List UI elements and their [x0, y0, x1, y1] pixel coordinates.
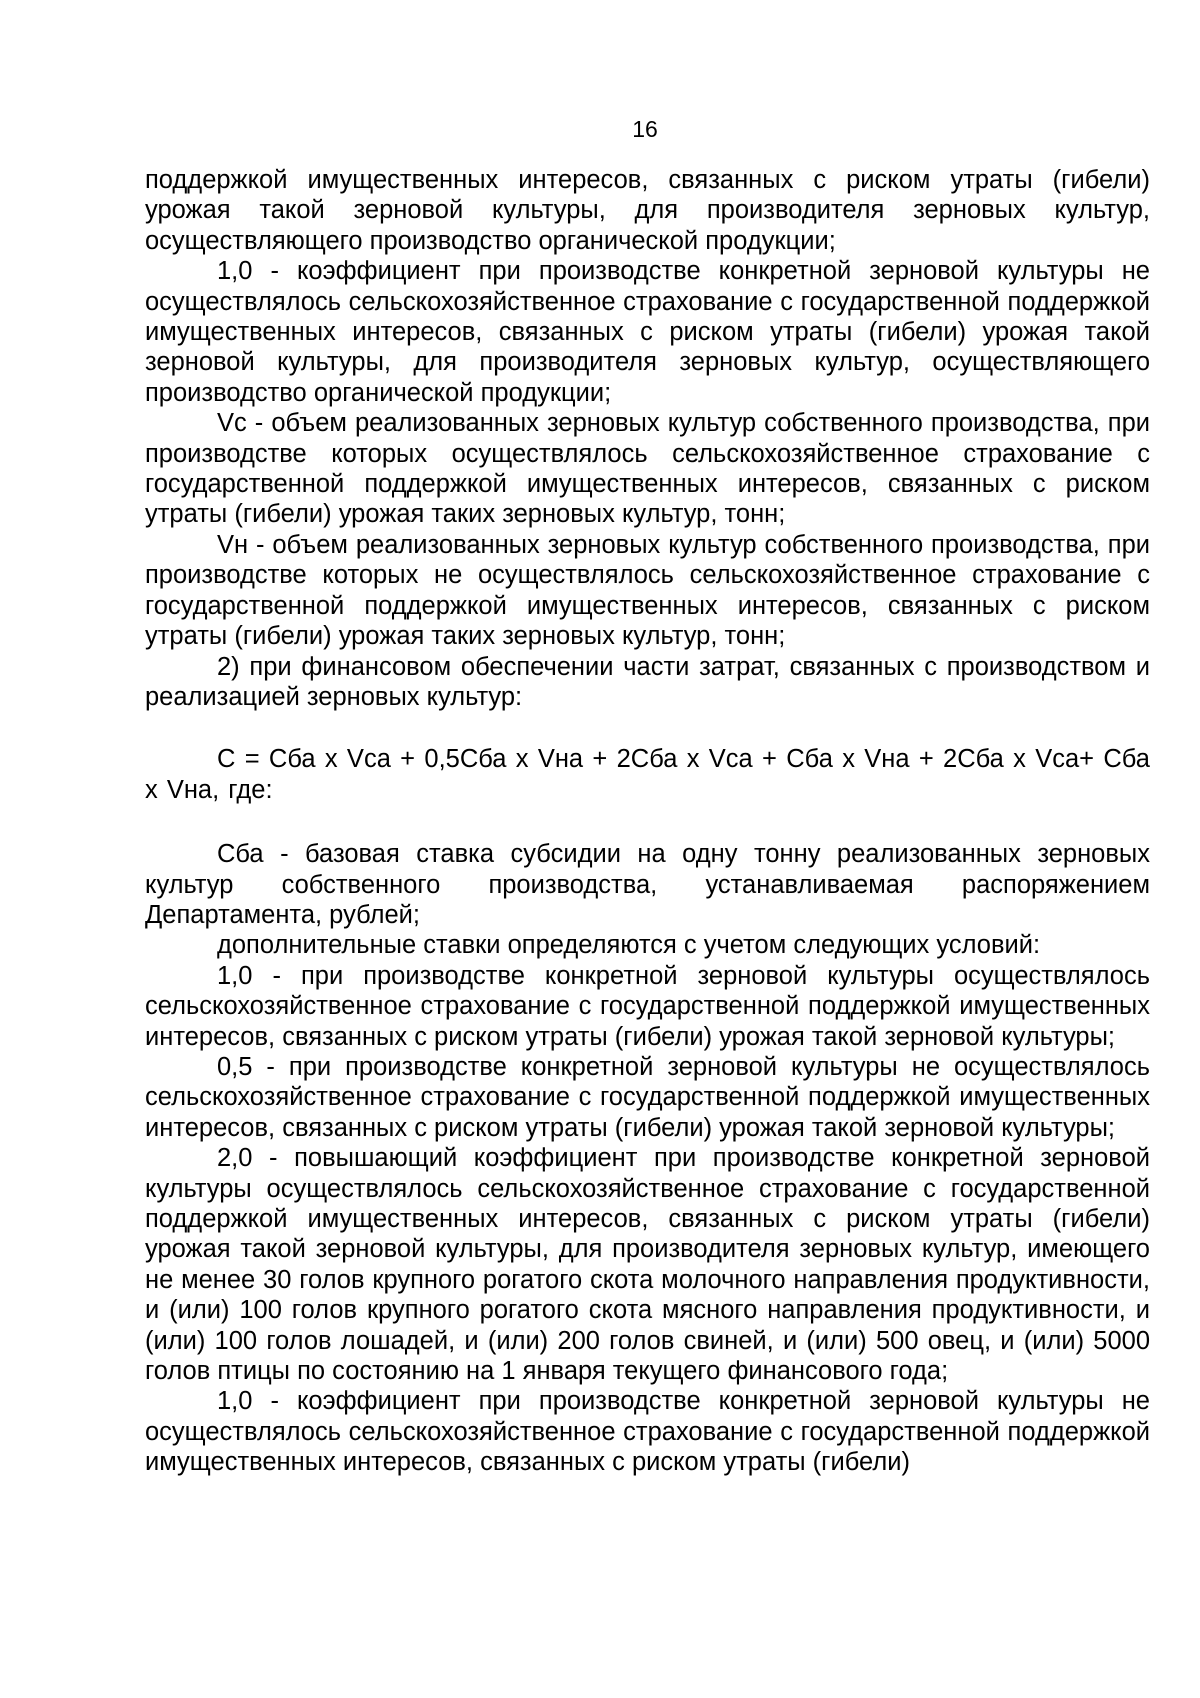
page-number: 16 [632, 116, 658, 142]
paragraph: 1,0 - коэффициент при производстве конкретной зерновой культуры не осуществлялось сельскохозяйственное страхование с государственной поддержкой имущественных интересов, связанных с риском утраты (гибели) урожая такой зерновой культуры, для производителя зерновых культур, осуществляющего производство органической продукции; [145, 257, 1150, 407]
subsidy-formula: С = Сба х Vса + 0,5Сба х Vна + 2Сба х Vса + Сба х Vна + 2Сба х Vса+ Сба х Vна, где: [145, 745, 1150, 804]
paragraph: поддержкой имущественных интересов, связанных с риском утраты (гибели) урожая такой зерновой культуры, для производителя зерновых культур, осуществляющего производство органической продукции; [145, 166, 1150, 255]
paragraph: Сба - базовая ставка субсидии на одну тонну реализованных зерновых культур собственного производства, устанавливаемая распоряжением Департамента, рублей; [145, 840, 1150, 929]
paragraph: дополнительные ставки определяются с учетом следующих условий: [217, 931, 1041, 960]
paragraph: 1,0 - при производстве конкретной зерновой культуры осуществлялось сельскохозяйственное страхование с государственной поддержкой имущественных интересов, связанных с риском утраты (гибели) урожая такой зерновой культуры; [145, 961, 1150, 1051]
paragraph: Vc - объем реализованных зерновых культур собственного производства, при производстве которых осуществлялось сельскохозяйственное страхование с государственной поддержкой имущественных интересов, связанных с риском утраты (гибели) урожая таких зерновых культур, тонн; [145, 409, 1150, 529]
paragraph: Vн - объем реализованных зерновых культур собственного производства, при производстве которых не осуществлялось сельскохозяйственное страхование с государственной поддержкой имущественных интересов, связанных с риском утраты (гибели) урожая таких зерновых культур, тонн; [145, 530, 1150, 651]
paragraph: 1,0 - коэффициент при производстве конкретной зерновой культуры не осуществлялось сельскохозяйственное страхование с государственной поддержкой имущественных интересов, связанных с риском утраты (гибели) [145, 1387, 1150, 1477]
paragraph: 0,5 - при производстве конкретной зерновой культуры не осуществлялось сельскохозяйственное страхование с государственной поддержкой имущественных интересов, связанных с риском утраты (гибели) урожая такой зерновой культуры; [145, 1052, 1150, 1142]
paragraph: 2,0 - повышающий коэффициент при производстве конкретной зерновой культуры осуществлялось сельскохозяйственное страхование с государственной поддержкой имущественных интересов, связанных с риском утраты (гибели) урожая такой зерновой культуры, для производителя зерновых культур, имеющего не менее 30 голов крупного рогатого скота молочного направления продуктивности, и (или) 100 голов крупного рогатого скота мясного направления продуктивности, и (или) 100 голов лошадей, и (или) 200 голов свиней, и (или) 500 овец, и (или) 5000 голов птицы по состоянию на 1 января текущего финансового года; [145, 1144, 1150, 1386]
document-body [145, 165, 1150, 1478]
paragraph: 2) при финансовом обеспечении части затрат, связанных с производством и реализацией зерновых культур: [145, 652, 1150, 711]
